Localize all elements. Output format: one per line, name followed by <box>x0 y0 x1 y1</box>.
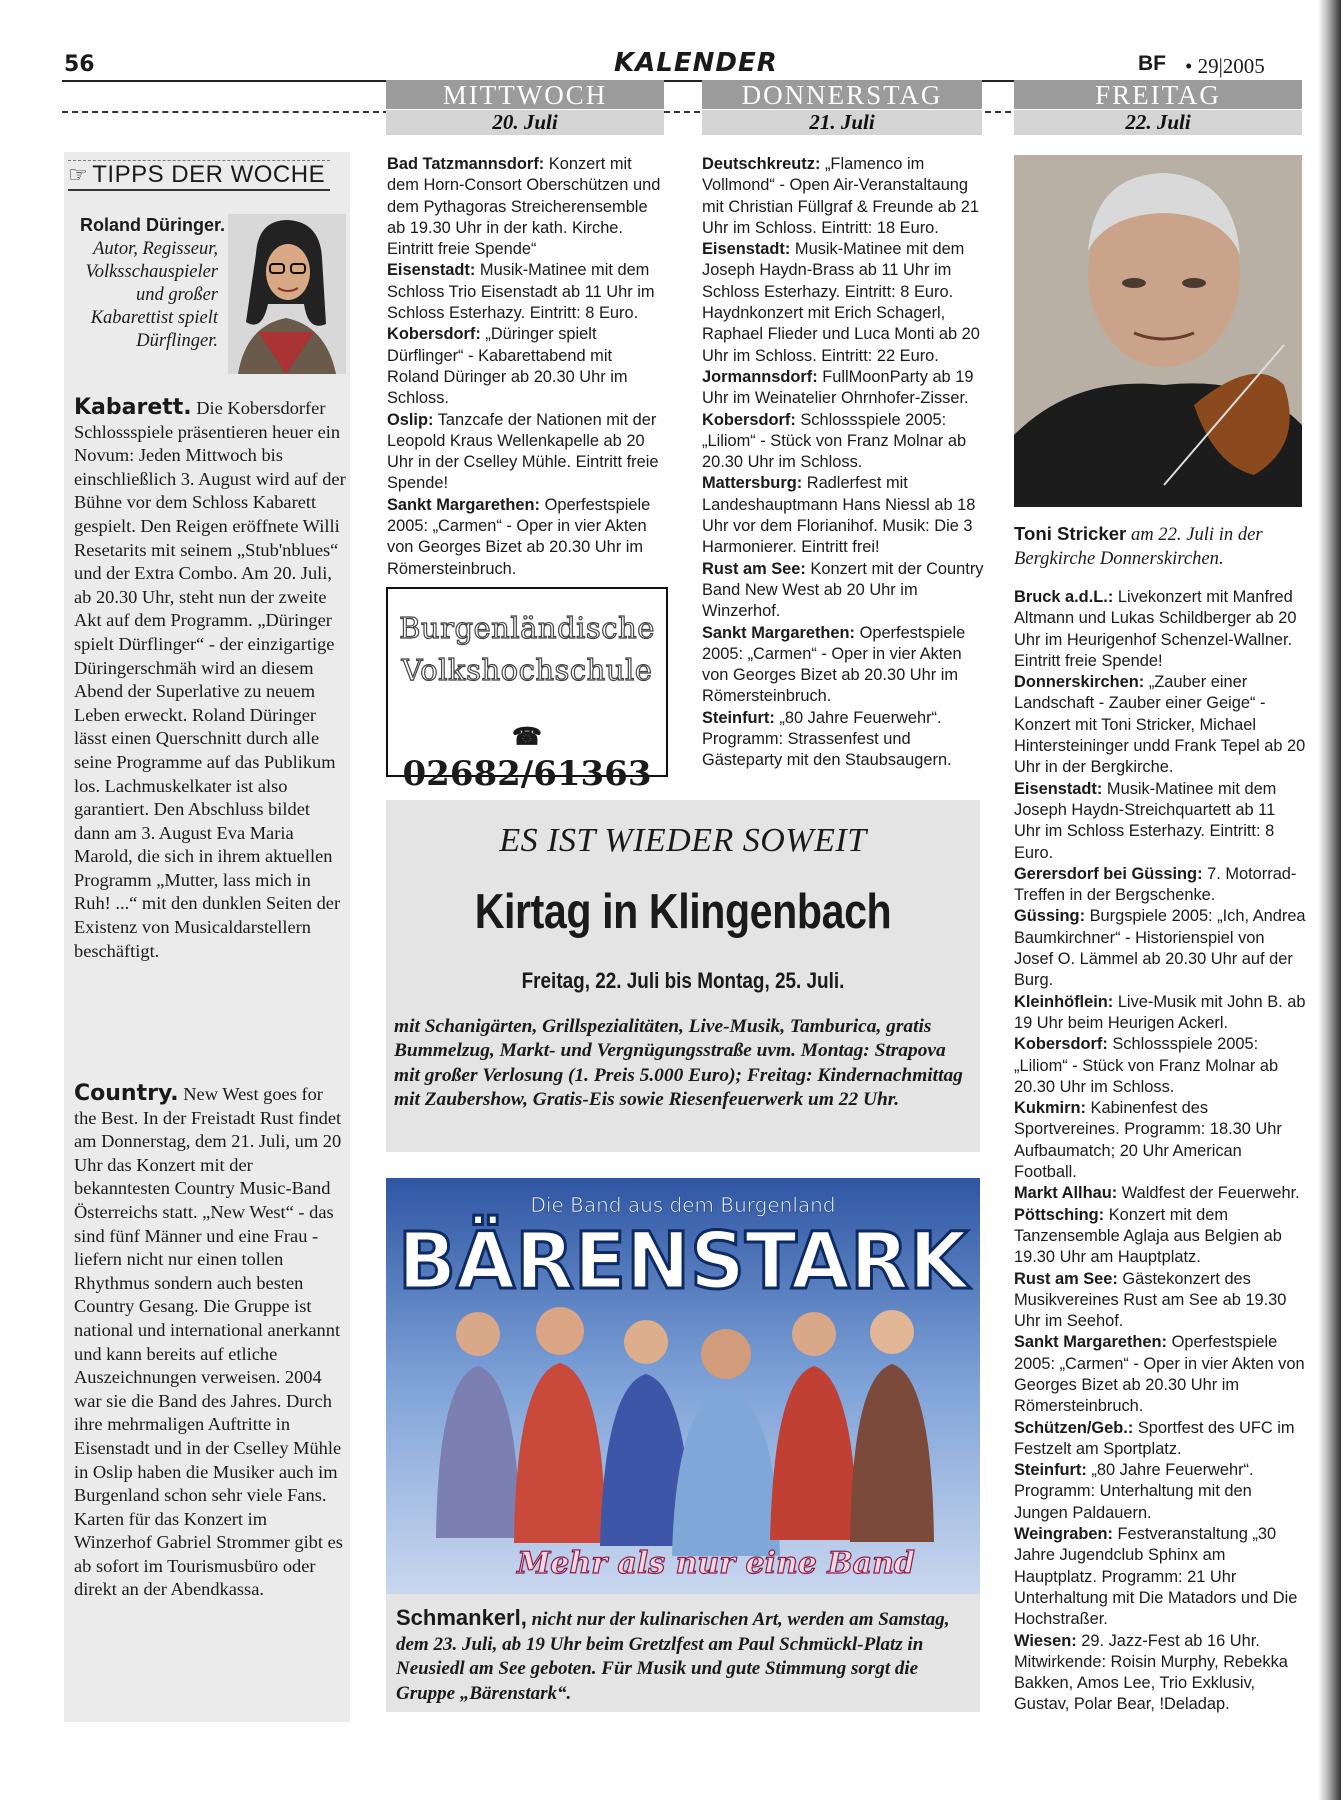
vhs-line1: Burgenländische <box>399 611 655 645</box>
feature-caption: Autor, Regisseur, Volksschauspieler und großer Kabarettist spielt Dürflinger. <box>85 239 218 351</box>
donnerstag-listings <box>702 154 984 772</box>
baerenstark-caption <box>386 1594 980 1712</box>
kabarett-text: Die Kobersdorfer Schlossspiele präsentieren heuer ein Novum: Jeden Mittwoch bis einschließlich 3. August wird auf der Bühne vor dem Schloss Kabarett gespielt. Den Reigen eröffnete Willi Resetarits mit seinem „Stub'nblues“ und der Extra Combo. Am 20. Juli, ab 20.30 Uhr, steht nun der zweite Akt auf dem Programm. „Düringer spielt Dürflinger“ - der einzigartige Düringerschmäh wird an diesem Abend der Superlative zu neuem Leben erweckt. Roland Düringer lässt einen Querschnitt durch alle seine Programme auf das Publikum los. Lachmuskelkater ist also garantiert. Den Abschluss bildet dann am 3. August Eva Maria Marold, die sich in ihrem aktuellen Programm „Mutter, lass mich in Ruh! ...“ mit den dunklen Seiten der Existenz von Musicaldarstellern beschäftigt. <box>74 398 346 961</box>
day-header-donnerstag <box>702 80 982 135</box>
page-number: 56 <box>64 52 95 77</box>
list-item: Rust am See: Konzert mit der Country Band New West ab 20 Uhr im Winzerhof. <box>702 559 984 621</box>
day-name: DONNERSTAG <box>702 80 982 109</box>
issue-number: • 29|2005 <box>1185 54 1265 78</box>
list-item: Eisenstadt: Musik-Matinee mit dem Joseph Haydn-Brass ab 11 Uhr im Schloss Esterhazy. Eintritt: 8 Euro. Haydnkonzert mit Erich Schagerl, Raphael Flieder und Luca Monti ab 20 Uhr im Schloss. Eintritt: 22 Euro. <box>702 240 980 365</box>
list-item: Sankt Margarethen: Operfestspiele 2005: „Carmen“ - Oper in vier Akten von Georges Bizet ab 20.30 Uhr im Römersteinbruch. <box>387 495 651 578</box>
list-item: Kobersdorf: „Düringer spielt Dürflinger“ - Kabarettabend mit Roland Düringer ab 20.30 Uhr im Schloss. <box>387 325 628 408</box>
country-article <box>74 1082 346 1602</box>
list-item: Mattersburg: Radlerfest mit Landeshauptmann Hans Niessl ab 18 Uhr vor dem Florianihof. Musik: Die 3 Harmonierer. Eintritt frei! <box>702 474 976 557</box>
list-item: Steinfurt: „80 Jahre Feuerwehr“. Programm: Unterhaltung mit den Jungen Paldauern. <box>1014 1461 1254 1522</box>
freitag-listings <box>1014 587 1306 1716</box>
vhs-phone: ☎ 02682/61363 <box>402 721 652 794</box>
portrait-duringer-image <box>228 214 346 374</box>
caption-text: am 22. Juli in der Bergkirche Donnerskirchen. <box>1014 524 1263 569</box>
kirtag-advertisement <box>386 800 980 1152</box>
list-item: Bruck a.d.L.: Livekonzert mit Manfred Altmann und Lukas Schildberger ab 20 Uhr im Heurigenhof Schenzel-Wallner. Eintritt freie Spende! <box>1014 588 1297 670</box>
feature-name: Roland Düringer. <box>80 215 226 235</box>
kabarett-article <box>74 396 346 963</box>
list-item: Güssing: Burgspiele 2005: „Ich, Andrea Baumkirchner“ - Historienspiel von Josef O. Lämmel ab 20.30 Uhr auf der Burg. <box>1014 907 1306 990</box>
list-item: Kobersdorf: Schlossspiele 2005: „Liliom“ - Stück von Franz Molnar ab 20.30 Uhr im Schloss. <box>1014 1035 1279 1096</box>
list-item: Gerersdorf bei Güssing: 7. Motorrad-Treffen in der Bergschenke. <box>1014 864 1297 905</box>
list-item: Donnerskirchen: „Zauber einer Landschaft - Zauber einer Geige“ - Konzert mit Toni Stricker, Michael Hintersteininger undd Frank Tepel ab 20 Uhr in der Bergkirche. <box>1014 673 1306 777</box>
section-title: KALENDER <box>614 48 778 78</box>
mittwoch-listings <box>387 154 665 580</box>
kirtag-body: mit Schanigärten, Grillspezialitäten, Live-Musik, Tamburica, gratis Bummelzug, Markt- und Vergnügungsstraße uvm. Montag: Strapova mit großer Verlosung (1. Preis 5.000 Euro); Freitag: Kindernachmittag mit Zaubershow, Gratis-Eis sowie Riesenfeuerwerk um 22 Uhr. <box>394 1016 963 1111</box>
page-spine-shadow <box>1318 0 1341 1800</box>
kabarett-lead: Kabarett. <box>74 395 192 420</box>
list-item: Sankt Margarethen: Operfestspiele 2005: „Carmen“ - Oper in vier Akten von Georges Bizet ab 20.30 Uhr im Römersteinbruch. <box>702 623 966 706</box>
list-item: Rust am See: Gästekonzert des Musikvereines Rust am See ab 19.30 Uhr im Seehof. <box>1014 1269 1287 1331</box>
list-item: Eisenstadt: Musik-Matinee mit dem Joseph Haydn-Streichquartett ab 11 Uhr im Schloss Esterhazy. Eintritt: 8 Euro. <box>1014 779 1277 862</box>
list-item: Kukmirn: Kabinenfest des Sportvereines. Programm: 18.30 Uhr Aufbaumatch; 20 Uhr American Football. <box>1014 1099 1282 1182</box>
country-lead: Country. <box>74 1081 179 1106</box>
stricker-caption <box>1014 522 1304 571</box>
list-item: Markt Allhau: Waldfest der Feuerwehr. <box>1014 1184 1300 1203</box>
telephone-icon: ☎ <box>512 721 542 751</box>
vhs-advertisement <box>386 587 668 794</box>
kirtag-kicker: ES IST WIEDER SOWEIT <box>499 822 867 859</box>
list-item: Sankt Margarethen: Operfestspiele 2005: „Carmen“ - Oper in vier Akten von Georges Bizet ab 20.30 Uhr im Römersteinbruch. <box>1014 1333 1305 1416</box>
day-name: MITTWOCH <box>386 80 664 109</box>
list-item: Deutschkreutz: „Flamenco im Vollmond“ - Open Air-Veranstaltaung mit Christian Füllgraf & Freunde ab 21 Uhr im Schloss. Eintritt: 18 Euro. <box>702 155 979 237</box>
tipps-title: TIPPS DER WOCHE <box>92 161 326 188</box>
country-text: New West goes for the Best. In der Freistadt Rust findet am Donnerstag, dem 21. Juli, um 20 Uhr das Konzert mit der bekanntesten Country Music-Band Österreichs statt. „New West“ - das sind fünf Männer und eine Frau - liefern nicht nur einen tollen Rhythmus sondern auch besten Country Gesang. Die Gruppe ist national und international anerkannt und kann bereits auf etliche Auszeichnungen verweisen. 2004 war sie die Band des Jahres. Durch ihre mehrmaligen Auftritte in Eisenstadt und in der Cselley Mühle in Oslip haben die Musiker auch im Burgenland schon sehr viele Fans. Karten für das Konzert im Winzerhof Gabriel Strommer gibt es ab sofort im Tourismusbüro oder direkt an der Abendkassa. <box>74 1084 343 1600</box>
caption-name: Toni Stricker <box>1014 523 1127 544</box>
kirtag-headline: Kirtag in Klingenbach <box>474 885 892 939</box>
day-date: 22. Juli <box>1014 110 1302 135</box>
caption-lead: Schmankerl, <box>396 1605 527 1630</box>
list-item: Weingraben: Festveranstaltung „30 Jahre Jugendclub Sphinx am Hauptplatz. Programm: 21 Uhr Unterhaltung mit Die Matadors und Die Hochstraßer. <box>1014 1525 1298 1629</box>
list-item: Schützen/Geb.: Sportfest des UFC im Festzelt am Sportplatz. <box>1014 1418 1295 1458</box>
list-item: Oslip: Tanzcafe der Nationen mit der Leopold Kraus Wellenkapelle ab 20 Uhr in der Cselley Mühle. Eintritt freie Spende! <box>387 410 659 493</box>
publication-logo: BF <box>1138 52 1166 75</box>
vhs-line2: Volkshochschule <box>401 653 653 687</box>
list-item: Steinfurt: „80 Jahre Feuerwehr“. Programm: Strassenfest und Gästeparty mit den Staubsaugern. <box>702 708 952 770</box>
list-item: Eisenstadt: Musik-Matinee mit dem Schloss Trio Eisenstadt ab 11 Uhr im Schloss Esterhazy. Eintritt: 8 Euro. <box>387 261 655 323</box>
kirtag-dates: Freitag, 22. Juli bis Montag, 25. Juli. <box>521 968 845 993</box>
day-header-freitag <box>1014 80 1302 135</box>
day-date: 20. Juli <box>386 110 664 135</box>
list-item: Kleinhöflein: Live-Musik mit John B. ab 19 Uhr beim Heurigen Ackerl. <box>1014 992 1306 1032</box>
tipps-heading <box>68 160 330 191</box>
list-item: Kobersdorf: Schlossspiele 2005: „Liliom“ - Stück von Franz Molnar ab 20.30 Uhr im Schloss. <box>702 410 967 472</box>
band-name: BÄRENSTARK <box>398 1217 980 1307</box>
list-item: Bad Tatzmannsdorf: Konzert mit dem Horn-Consort Oberschützen und dem Pythagoras Streicherensemble ab 19.30 Uhr in der kath. Kirche. Eintritt freie Spende“ <box>387 155 661 259</box>
band-slogan: Mehr als nur eine Band <box>517 1546 915 1581</box>
band-tagline: Die Band aus dem Burgenland <box>530 1193 836 1217</box>
baerenstark-advertisement <box>386 1178 980 1594</box>
list-item: Jormannsdorf: FullMoonParty ab 19 Uhr im Weinatelier Ohrnhofer-Zisser. <box>702 367 974 408</box>
day-name: FREITAG <box>1014 80 1302 109</box>
caption-text: nicht nur der kulinarischen Art, werden am Samstag, dem 23. Juli, ab 19 Uhr beim Gretzlfest am Paul Schmückl-Platz in Neusiedl am See geboten. Für Musik und gute Stimmung sorgt die Gruppe „Bärenstark“. <box>396 1609 950 1704</box>
list-item: Wiesen: 29. Jazz-Fest ab 16 Uhr. Mitwirkende: Roisin Murphy, Rebekka Bakken, Amos Lee, Trio Exklusiv, Gustav, Polar Bear, !Deladap. <box>1014 1631 1288 1714</box>
pointing-hand-icon: ☞ <box>68 162 89 187</box>
day-date: 21. Juli <box>702 110 982 135</box>
portrait-stricker-image <box>1014 155 1302 507</box>
day-header-mittwoch <box>386 80 664 135</box>
list-item: Pöttsching: Konzert mit dem Tanzensemble Aglaja aus Belgien ab 19.30 Uhr am Hauptplatz. <box>1014 1205 1282 1267</box>
